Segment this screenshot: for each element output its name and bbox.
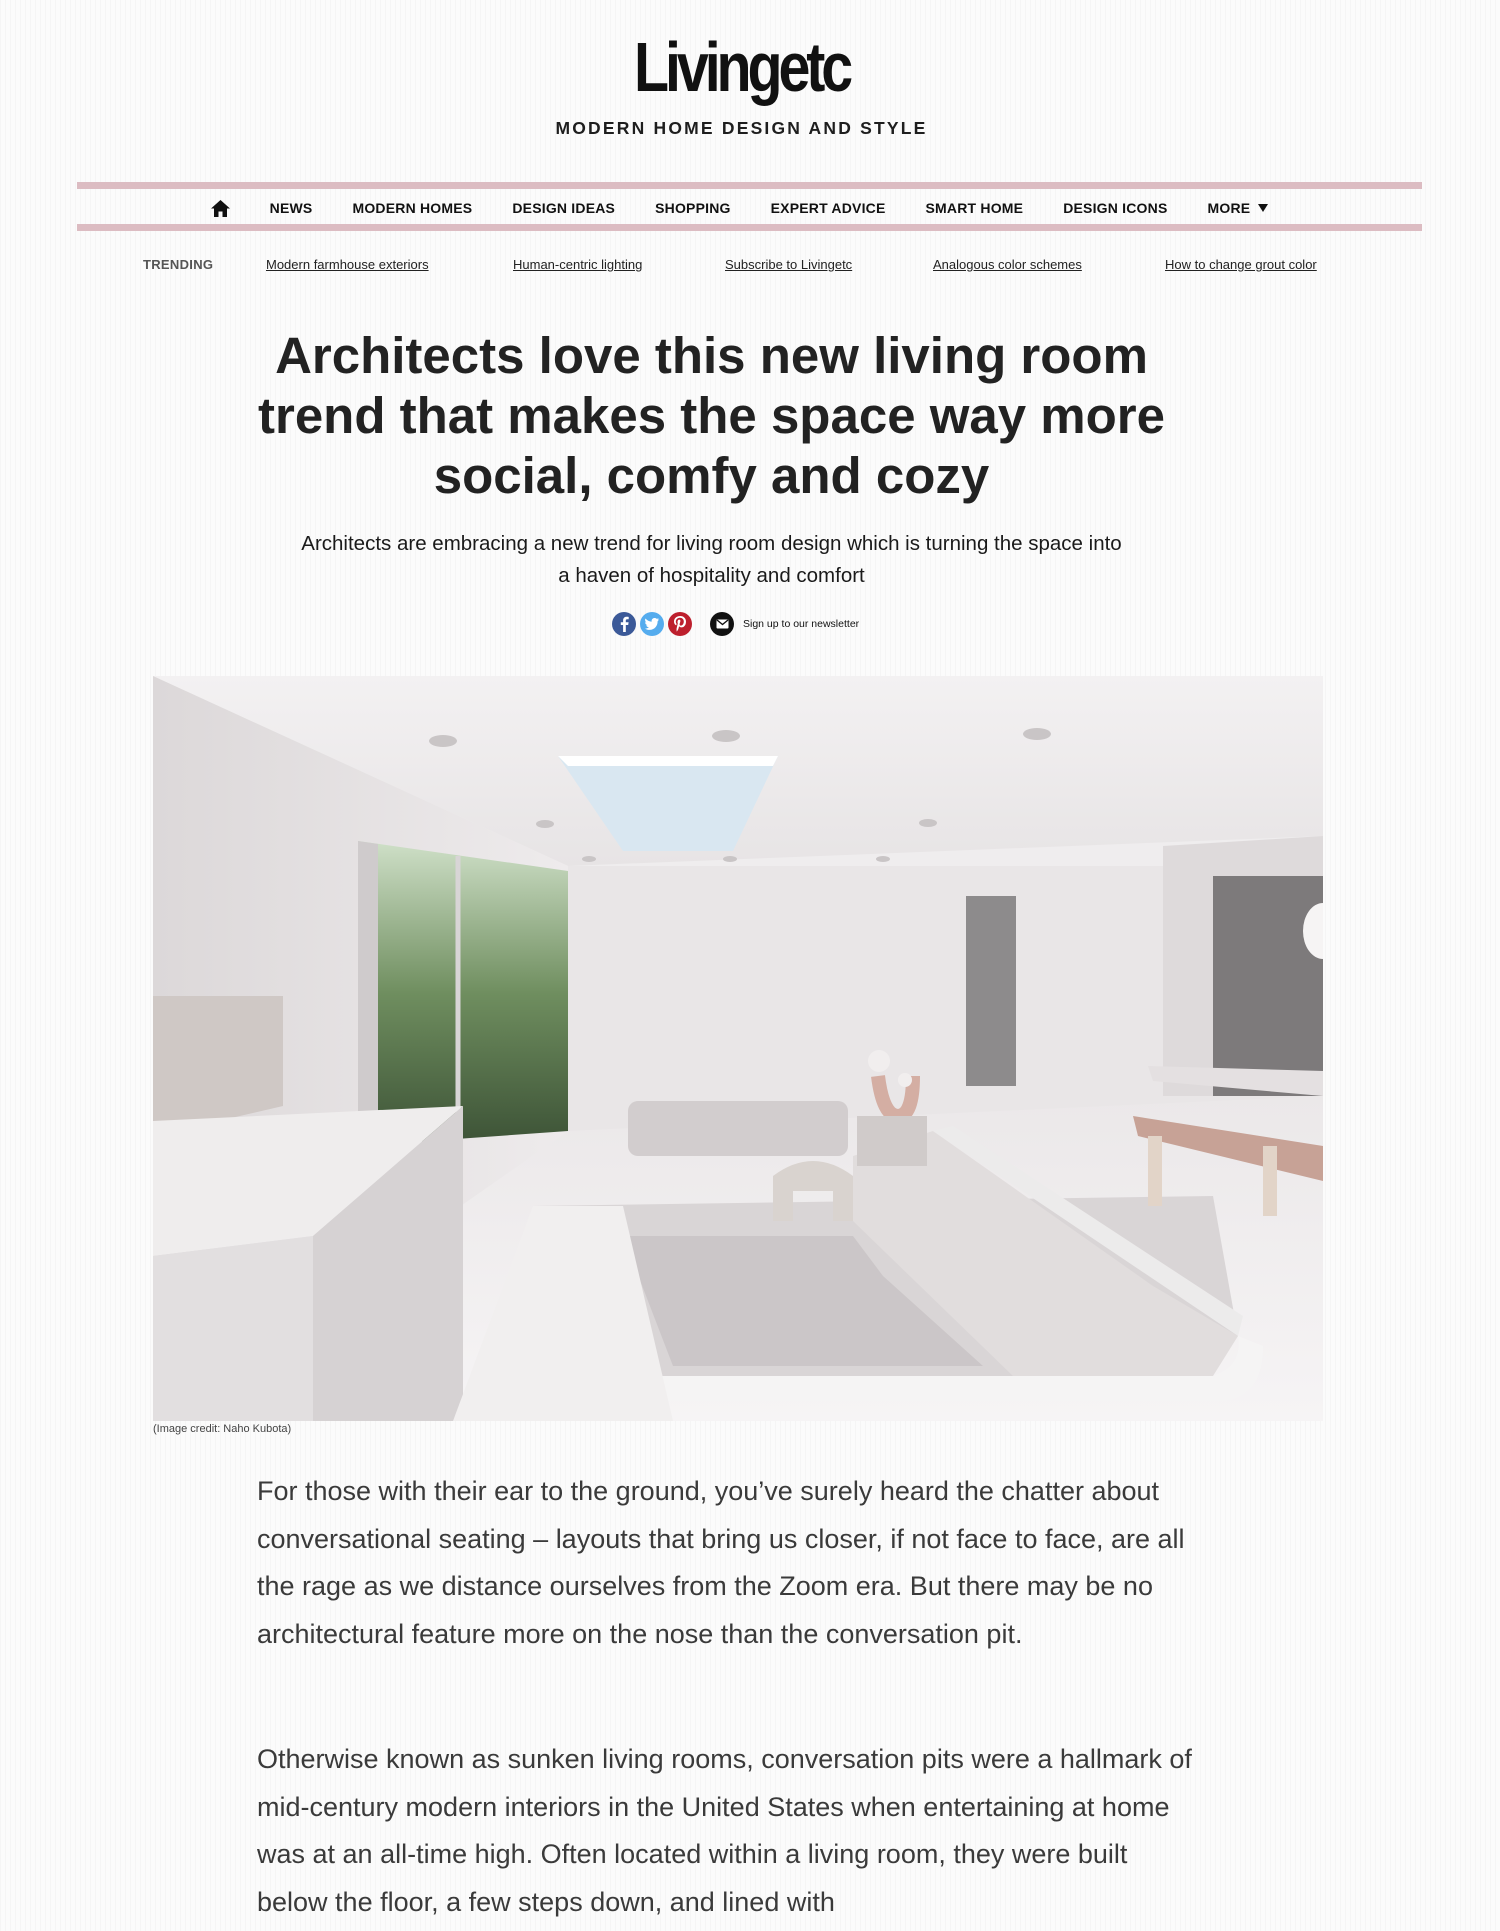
newsletter-signup[interactable] — [710, 612, 859, 636]
newsletter-label: Sign up to our newsletter — [743, 618, 860, 630]
nav-item-modern-homes[interactable]: MODERN HOMES — [352, 200, 473, 216]
facebook-icon[interactable] — [612, 612, 636, 636]
trending-label: TRENDING — [143, 257, 214, 272]
article-paragraph: Otherwise known as sunken living rooms, conversation pits were a hallmark of mid-century modern interiors in the United States when entertaining at home was at an all-time high. Often located within a living room, they were built below the floor, a few steps down, and lined with — [257, 1744, 1192, 1917]
email-icon — [710, 612, 734, 636]
nav-more-menu[interactable] — [1208, 200, 1269, 216]
nav-item-shopping[interactable]: SHOPPING — [655, 200, 731, 216]
nav-bottom-rule — [77, 224, 1422, 231]
nav-item-smart-home[interactable]: SMART HOME — [925, 200, 1024, 216]
caret-down-icon — [1258, 204, 1268, 212]
home-icon[interactable] — [211, 199, 231, 217]
site-logo[interactable]: Livingetc — [634, 28, 850, 106]
nav-item-expert-advice[interactable]: EXPERT ADVICE — [770, 200, 886, 216]
twitter-icon[interactable] — [640, 612, 664, 636]
nav-item-news[interactable]: NEWS — [269, 200, 313, 216]
pinterest-icon[interactable] — [668, 612, 692, 636]
trending-link-color-schemes[interactable]: Analogous color schemes — [933, 257, 1082, 272]
nav-item-design-ideas[interactable]: DESIGN IDEAS — [512, 200, 616, 216]
article-standfirst: Architects are embracing a new trend for living room design which is turning the space into a haven of hospitality and comfort — [301, 532, 1122, 587]
share-bar — [612, 612, 859, 636]
site-tagline: MODERN HOME DESIGN AND STYLE — [555, 118, 928, 138]
nav-top-rule — [77, 182, 1422, 189]
nav-item-design-icons[interactable]: DESIGN ICONS — [1063, 200, 1168, 216]
hero-illustration — [153, 676, 1323, 1421]
article-paragraph: For those with their ear to the ground, you’ve surely heard the chatter about conversational seating – layouts that bring us closer, if not face to face, are all the rage as we distance ourselves from the Zoom era. But there may be no architectural feature more on the nose than the conversation pit. — [257, 1476, 1185, 1649]
trending-link-lighting[interactable]: Human-centric lighting — [513, 257, 643, 272]
main-nav — [77, 190, 1422, 226]
trending-link-farmhouse[interactable]: Modern farmhouse exteriors — [266, 257, 429, 272]
article-headline: Architects love this new living room trend that makes the space way more social, comfy and cozy — [257, 327, 1166, 504]
nav-item-more-label: MORE — [1207, 200, 1251, 216]
trending-link-subscribe[interactable]: Subscribe to Livingetc — [725, 257, 853, 272]
image-credit: (Image credit: Naho Kubota) — [153, 1423, 292, 1435]
hero-image-sunken-living-room — [153, 676, 1323, 1421]
trending-link-grout[interactable]: How to change grout color — [1165, 257, 1317, 272]
